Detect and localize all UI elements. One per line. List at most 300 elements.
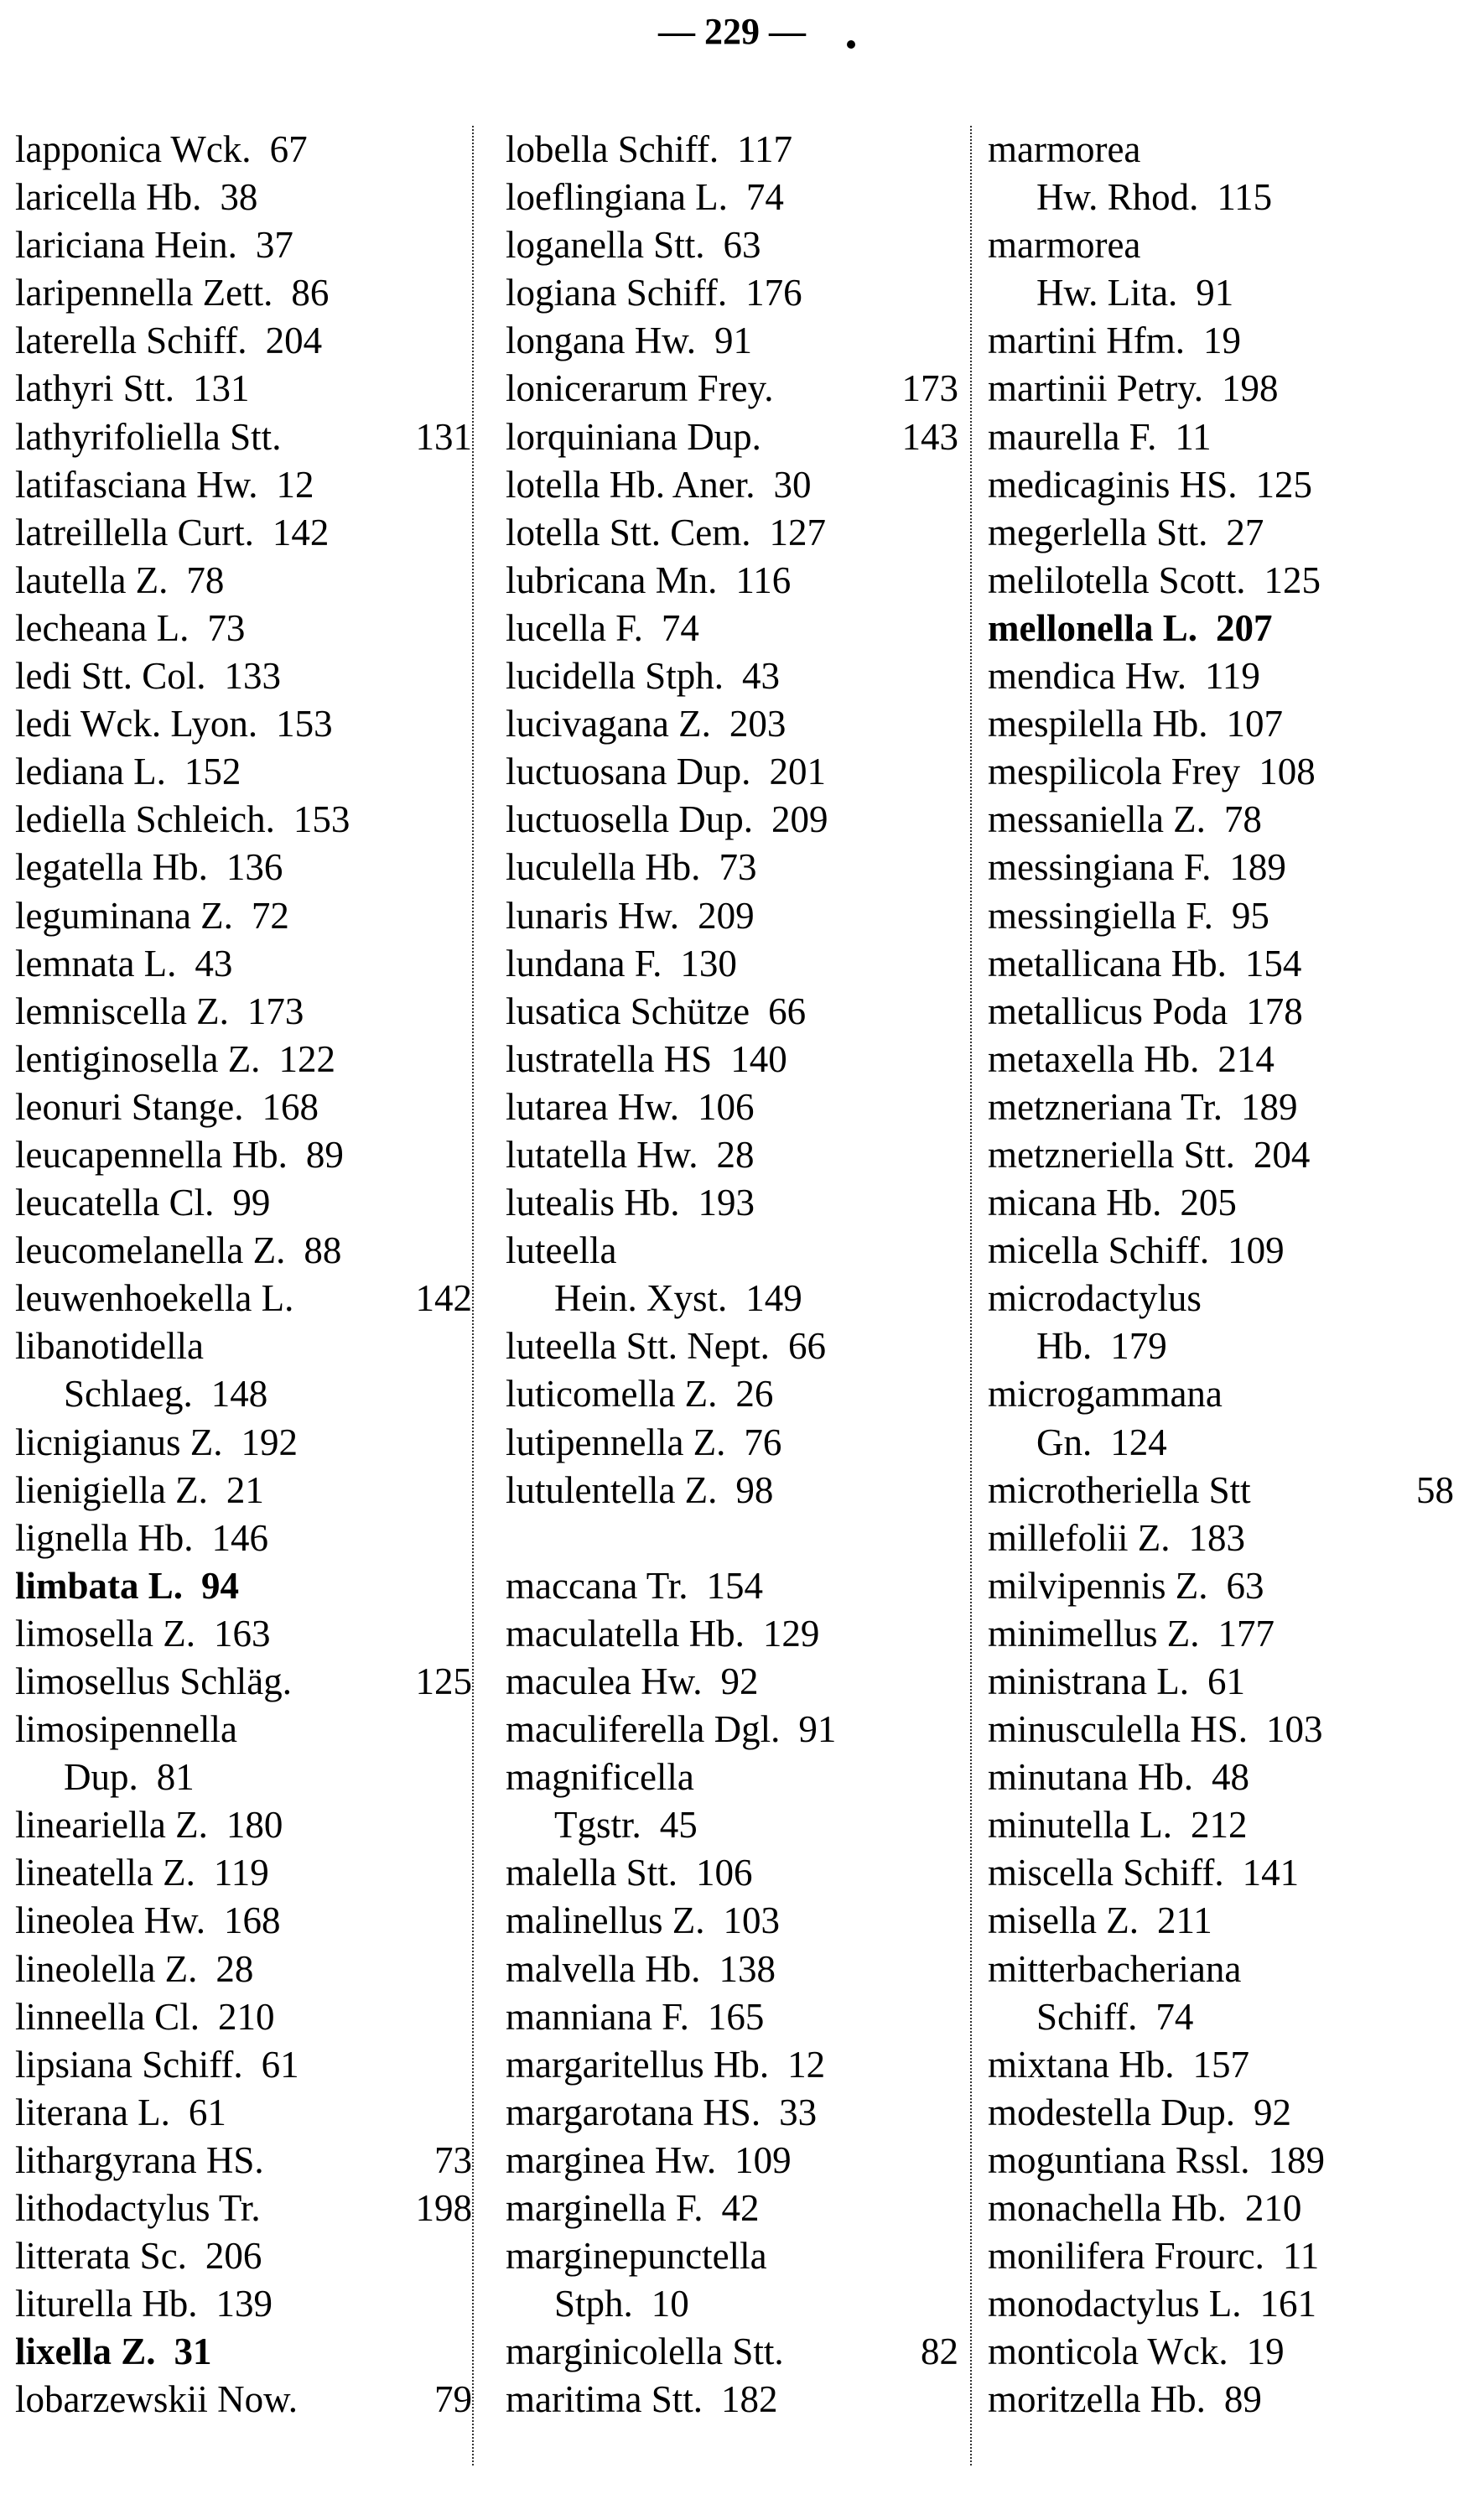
entry-name: megerlella Stt. bbox=[988, 511, 1208, 553]
index-entry bbox=[15, 2137, 472, 2185]
index-entry bbox=[506, 365, 958, 413]
index-entry bbox=[506, 1754, 958, 1801]
index-entry bbox=[15, 221, 472, 269]
entry-page: 192 bbox=[241, 1421, 298, 1463]
index-entry bbox=[988, 509, 1454, 557]
entry-name: malella Stt. bbox=[506, 1852, 677, 1894]
entry-name: libanotidella bbox=[15, 1325, 204, 1368]
entry-page: 178 bbox=[1246, 990, 1303, 1032]
entry-name: Gn. bbox=[1036, 1421, 1093, 1463]
entry-name: licnigianus Z. bbox=[15, 1421, 223, 1463]
index-entry bbox=[988, 1610, 1454, 1658]
index-entry bbox=[506, 174, 958, 221]
entry-name: lucella F. bbox=[506, 606, 643, 649]
entry-page: 45 bbox=[659, 1804, 698, 1847]
entry-name: maculatella Hb. bbox=[506, 1612, 745, 1655]
entry-page: 30 bbox=[773, 463, 812, 506]
entry-page: 154 bbox=[1244, 942, 1302, 985]
entry-page: 212 bbox=[1190, 1804, 1248, 1847]
column-divider bbox=[472, 126, 474, 2465]
entry-name: moguntiana Rssl. bbox=[988, 2138, 1250, 2181]
index-entry bbox=[506, 796, 958, 844]
entry-name: limbata L. bbox=[15, 1564, 184, 1607]
index-entry bbox=[15, 940, 472, 988]
entry-page: 11 bbox=[1282, 2235, 1320, 2278]
entry-page: 201 bbox=[769, 751, 826, 793]
entry-name: lecheana L. bbox=[15, 606, 189, 649]
entry-name: marginea Hw. bbox=[506, 2138, 717, 2181]
entry-page: 10 bbox=[651, 2283, 689, 2325]
entry-name: marginella F. bbox=[506, 2187, 703, 2230]
index-entry bbox=[15, 269, 472, 317]
index-entry bbox=[15, 1993, 472, 2041]
entry-name: micella Schiff. bbox=[988, 1229, 1210, 1272]
index-entry bbox=[15, 1322, 472, 1370]
entry-page: 139 bbox=[215, 2283, 273, 2325]
index-entry bbox=[988, 365, 1454, 413]
index-column-3 bbox=[988, 126, 1454, 2424]
entry-page: 154 bbox=[706, 1564, 763, 1607]
entry-name: lobarzewskii Now. bbox=[15, 2378, 298, 2421]
entry-page: 211 bbox=[1156, 1899, 1212, 1942]
entry-page: 107 bbox=[1226, 703, 1283, 746]
entry-name: lucivagana Z. bbox=[506, 703, 711, 746]
index-entry bbox=[988, 221, 1454, 269]
index-entry bbox=[15, 174, 472, 221]
entry-page: 149 bbox=[745, 1277, 802, 1320]
entry-page: 124 bbox=[1110, 1421, 1167, 1463]
index-entry bbox=[506, 1706, 958, 1754]
entry-name: litterata Sc. bbox=[15, 2235, 187, 2278]
entry-name: microdactylus bbox=[988, 1277, 1202, 1320]
entry-name: lundana F. bbox=[506, 942, 662, 985]
entry-page: 91 bbox=[714, 320, 753, 362]
entry-name: lentiginosella Z. bbox=[15, 1037, 261, 1080]
entry-name: Dup. bbox=[64, 1756, 138, 1799]
entry-name: metzneriana Tr. bbox=[988, 1085, 1223, 1128]
entry-name: monticola Wck. bbox=[988, 2330, 1228, 2373]
index-entry bbox=[506, 1131, 958, 1179]
entry-name: lipsiana Schiff. bbox=[15, 2043, 243, 2086]
entry-page: 103 bbox=[723, 1899, 780, 1942]
index-entry bbox=[988, 1801, 1454, 1849]
entry-name: mellonella L. bbox=[988, 606, 1197, 649]
entry-page: 73 bbox=[207, 606, 246, 649]
entry-name: lotella Stt. Cem. bbox=[506, 511, 751, 553]
entry-page: 109 bbox=[735, 2138, 792, 2181]
entry-name: metzneriella Stt. bbox=[988, 1133, 1235, 1176]
index-entry bbox=[15, 700, 472, 748]
entry-page: 179 bbox=[1110, 1325, 1167, 1368]
entry-page: 12 bbox=[787, 2043, 826, 2086]
entry-page: 12 bbox=[276, 463, 314, 506]
entry-page: 21 bbox=[226, 1468, 264, 1511]
entry-name: metallicus Poda bbox=[988, 990, 1228, 1032]
entry-page: 189 bbox=[1240, 1085, 1298, 1128]
index-entry bbox=[506, 1227, 958, 1275]
entry-page: 153 bbox=[276, 703, 333, 746]
index-entry bbox=[988, 748, 1454, 796]
entry-name: loganella Stt. bbox=[506, 224, 705, 267]
entry-page: 125 bbox=[1264, 559, 1321, 601]
index-entry bbox=[15, 2089, 472, 2137]
index-entry bbox=[988, 1131, 1454, 1179]
entry-page: 165 bbox=[707, 1995, 765, 2038]
index-entry bbox=[988, 2376, 1454, 2424]
entry-name: misella Z. bbox=[988, 1899, 1139, 1942]
index-entry bbox=[506, 2041, 958, 2089]
index-entry bbox=[988, 796, 1454, 844]
entry-page: 38 bbox=[220, 176, 258, 219]
entry-page: 198 bbox=[415, 2187, 472, 2230]
index-entry bbox=[988, 126, 1454, 174]
index-entry bbox=[988, 940, 1454, 988]
index-entry bbox=[15, 413, 472, 461]
entry-page: 76 bbox=[744, 1421, 782, 1463]
entry-page: 74 bbox=[745, 176, 784, 219]
index-entry bbox=[506, 940, 958, 988]
entry-page: 43 bbox=[741, 655, 780, 698]
index-entry bbox=[506, 1849, 958, 1897]
entry-name: leucapennella Hb. bbox=[15, 1133, 288, 1176]
entry-name: literana L. bbox=[15, 2091, 170, 2133]
entry-name: monodactylus L. bbox=[988, 2283, 1242, 2325]
index-entry bbox=[506, 1083, 958, 1131]
entry-page: 146 bbox=[211, 1516, 268, 1559]
entry-page: 214 bbox=[1217, 1037, 1275, 1080]
entry-name: margaritellus Hb. bbox=[506, 2043, 770, 2086]
entry-name: lotella Hb. Aner. bbox=[506, 463, 755, 506]
index-entry bbox=[15, 1801, 472, 1849]
entry-name: liturella Hb. bbox=[15, 2283, 198, 2325]
index-entry bbox=[506, 1179, 958, 1227]
index-entry bbox=[988, 2280, 1454, 2328]
entry-name: ministrana L. bbox=[988, 1660, 1189, 1702]
entry-name: margarotana HS. bbox=[506, 2091, 761, 2133]
entry-name: malinellus Z. bbox=[506, 1899, 705, 1942]
entry-name: leucatella Cl. bbox=[15, 1182, 215, 1224]
index-entry bbox=[15, 1849, 472, 1897]
index-entry bbox=[506, 126, 958, 174]
entry-name: luculella Hb. bbox=[506, 846, 701, 889]
entry-page: 119 bbox=[1205, 655, 1260, 698]
index-entry bbox=[15, 2041, 472, 2089]
index-entry bbox=[988, 1658, 1454, 1706]
index-entry bbox=[15, 1083, 472, 1131]
entry-page: 28 bbox=[716, 1133, 755, 1176]
entry-name: mespilella Hb. bbox=[988, 703, 1208, 746]
entry-page: 209 bbox=[698, 894, 755, 937]
entry-page: 205 bbox=[1180, 1182, 1237, 1224]
entry-page: 88 bbox=[304, 1229, 342, 1272]
entry-name: metallicana Hb. bbox=[988, 942, 1227, 985]
entry-name: lineolea Hw. bbox=[15, 1899, 205, 1942]
entry-name: lixella Z. bbox=[15, 2330, 156, 2373]
index-entry bbox=[988, 557, 1454, 605]
entry-name: maculea Hw. bbox=[506, 1660, 703, 1702]
entry-name: minutella L. bbox=[988, 1804, 1172, 1847]
entry-page: 92 bbox=[1253, 2091, 1291, 2133]
index-entry bbox=[988, 1946, 1454, 1993]
entry-page: 183 bbox=[1188, 1516, 1245, 1559]
entry-name: lineatella Z. bbox=[15, 1852, 195, 1894]
entry-page: 61 bbox=[188, 2091, 226, 2133]
entry-name: limosella Z. bbox=[15, 1612, 195, 1655]
entry-page: 108 bbox=[1259, 751, 1316, 793]
entry-page: 204 bbox=[265, 320, 323, 362]
entry-name: lubricana Mn. bbox=[506, 559, 718, 601]
entry-name: microgammana bbox=[988, 1373, 1223, 1416]
index-entry bbox=[988, 317, 1454, 365]
entry-page: 61 bbox=[261, 2043, 299, 2086]
index-entry bbox=[506, 1036, 958, 1083]
entry-name: messingiana F. bbox=[988, 846, 1212, 889]
index-entry bbox=[988, 269, 1454, 317]
entry-name: latreillella Curt. bbox=[15, 511, 254, 553]
index-entry bbox=[506, 1610, 958, 1658]
index-entry bbox=[988, 1897, 1454, 1945]
entry-name: lienigiella Z. bbox=[15, 1468, 208, 1511]
entry-name: Stph. bbox=[554, 2283, 633, 2325]
entry-name: leucomelanella Z. bbox=[15, 1229, 286, 1272]
index-entry bbox=[15, 1706, 472, 1754]
index-entry bbox=[988, 1849, 1454, 1897]
entry-name: legatella Hb. bbox=[15, 846, 208, 889]
entry-page: 31 bbox=[174, 2330, 212, 2373]
entry-page: 74 bbox=[661, 606, 699, 649]
entry-name: maurella F. bbox=[988, 415, 1157, 458]
entry-page: 48 bbox=[1211, 1756, 1249, 1799]
entry-name: monilifera Frourc. bbox=[988, 2235, 1264, 2278]
index-entry bbox=[506, 461, 958, 509]
entry-page: 42 bbox=[721, 2187, 760, 2230]
entry-name: malvella Hb. bbox=[506, 1947, 701, 1990]
entry-name: medicaginis HS. bbox=[988, 463, 1238, 506]
entry-page: 81 bbox=[156, 1756, 195, 1799]
entry-page: 37 bbox=[255, 224, 293, 267]
index-entry bbox=[15, 461, 472, 509]
entry-page: 106 bbox=[695, 1852, 753, 1894]
index-entry bbox=[988, 174, 1454, 221]
entry-page: 109 bbox=[1228, 1229, 1285, 1272]
entry-name: mitterbacheriana bbox=[988, 1947, 1242, 1990]
entry-page: 63 bbox=[1226, 1564, 1264, 1607]
entry-page: 203 bbox=[729, 703, 787, 746]
entry-page: 66 bbox=[787, 1325, 826, 1368]
entry-page: 43 bbox=[195, 942, 233, 985]
index-entry bbox=[988, 2232, 1454, 2280]
entry-page: 133 bbox=[224, 655, 282, 698]
index-entry bbox=[988, 2089, 1454, 2137]
entry-page: 119 bbox=[213, 1852, 269, 1894]
index-entry bbox=[988, 1706, 1454, 1754]
entry-name: limosipennella bbox=[15, 1708, 237, 1751]
index-entry bbox=[988, 2328, 1454, 2376]
entry-page: 92 bbox=[720, 1660, 759, 1702]
entry-page: 130 bbox=[680, 942, 737, 985]
entry-page: 74 bbox=[1155, 1995, 1194, 2038]
entry-name: magnificella bbox=[506, 1756, 694, 1799]
index-entry bbox=[988, 844, 1454, 891]
index-entry bbox=[988, 1322, 1454, 1370]
index-entry bbox=[506, 2137, 958, 2185]
entry-name: Hein. Xyst. bbox=[554, 1277, 728, 1320]
index-entry bbox=[506, 317, 958, 365]
entry-page: 73 bbox=[434, 2138, 472, 2181]
entry-name: lutatella Hw. bbox=[506, 1133, 698, 1176]
entry-name: lathyri Stt. bbox=[15, 367, 174, 410]
index-entry bbox=[988, 1562, 1454, 1610]
entry-page: 73 bbox=[719, 846, 757, 889]
index-entry bbox=[15, 892, 472, 940]
entry-page: 19 bbox=[1202, 320, 1241, 362]
entry-name: mespilicola Frey bbox=[988, 751, 1241, 793]
index-entry bbox=[988, 1083, 1454, 1131]
entry-name: microtheriella Stt bbox=[988, 1468, 1251, 1511]
entry-page: 138 bbox=[719, 1947, 776, 1990]
entry-page: 103 bbox=[1265, 1708, 1323, 1751]
entry-name: lobella Schiff. bbox=[506, 128, 719, 170]
index-entry bbox=[988, 892, 1454, 940]
entry-name: lutulentella Z. bbox=[506, 1468, 718, 1511]
entry-page: 176 bbox=[745, 272, 802, 314]
index-entry bbox=[506, 2185, 958, 2232]
entry-page: 173 bbox=[247, 990, 304, 1032]
entry-name: linneella Cl. bbox=[15, 1995, 200, 2038]
entry-page: 94 bbox=[201, 1564, 240, 1607]
index-entry bbox=[988, 700, 1454, 748]
index-entry bbox=[15, 988, 472, 1036]
index-entry bbox=[506, 1993, 958, 2041]
index-entry bbox=[506, 2089, 958, 2137]
index-entry bbox=[988, 1515, 1454, 1562]
entry-name: lorquiniana Dup. bbox=[506, 415, 761, 458]
index-entry bbox=[15, 1562, 472, 1610]
entry-name: metaxella Hb. bbox=[988, 1037, 1200, 1080]
index-entry bbox=[506, 892, 958, 940]
entry-page: 129 bbox=[762, 1612, 820, 1655]
entry-page: 136 bbox=[226, 846, 283, 889]
entry-page: 117 bbox=[737, 128, 792, 170]
index-entry bbox=[15, 1036, 472, 1083]
index-entry bbox=[506, 1946, 958, 1993]
entry-page: 161 bbox=[1259, 2283, 1316, 2325]
index-entry bbox=[506, 413, 958, 461]
entry-page: 206 bbox=[205, 2235, 262, 2278]
index-entry bbox=[15, 605, 472, 652]
page-number-text: — 229 — bbox=[658, 11, 806, 52]
entry-name: ledi Stt. Col. bbox=[15, 655, 206, 698]
index-entry bbox=[15, 1419, 472, 1467]
entry-name: laterella Schiff. bbox=[15, 320, 247, 362]
entry-name: Schiff. bbox=[1036, 1995, 1138, 2038]
entry-name: miscella Schiff. bbox=[988, 1852, 1224, 1894]
entry-page: 157 bbox=[1192, 2043, 1249, 2086]
entry-name: latifasciana Hw. bbox=[15, 463, 258, 506]
index-entry bbox=[506, 557, 958, 605]
index-entry bbox=[15, 509, 472, 557]
entry-page: 131 bbox=[193, 367, 250, 410]
entry-page: 106 bbox=[697, 1085, 755, 1128]
entry-page: 189 bbox=[1229, 846, 1286, 889]
entry-page: 173 bbox=[901, 367, 958, 410]
entry-name: minutana Hb. bbox=[988, 1756, 1193, 1799]
entry-page: 152 bbox=[184, 751, 241, 793]
index-entry bbox=[15, 2185, 472, 2232]
entry-name: marmorea bbox=[988, 128, 1141, 170]
entry-name: lignella Hb. bbox=[15, 1516, 194, 1559]
entry-page: 189 bbox=[1268, 2138, 1325, 2181]
entry-page: 99 bbox=[232, 1182, 271, 1224]
index-entry bbox=[988, 1179, 1454, 1227]
entry-page: 115 bbox=[1217, 176, 1273, 219]
entry-page: 127 bbox=[769, 511, 826, 553]
entry-name: minusculella HS. bbox=[988, 1708, 1248, 1751]
index-entry bbox=[15, 1275, 472, 1322]
index-entry bbox=[506, 2280, 958, 2328]
entry-name: luticomella Z. bbox=[506, 1373, 718, 1416]
entry-name: maritima Stt. bbox=[506, 2378, 703, 2421]
entry-name: micana Hb. bbox=[988, 1182, 1162, 1224]
index-entry bbox=[15, 1946, 472, 1993]
index-entry bbox=[15, 1227, 472, 1275]
entry-name: messaniella Z. bbox=[988, 798, 1206, 841]
index-entry bbox=[15, 1370, 472, 1418]
index-entry bbox=[506, 269, 958, 317]
entry-name: Schlaeg. bbox=[64, 1373, 193, 1416]
entry-name: moritzella Hb. bbox=[988, 2378, 1206, 2421]
index-entry bbox=[988, 1036, 1454, 1083]
entry-name: Hb. bbox=[1036, 1325, 1093, 1368]
index-entry bbox=[988, 988, 1454, 1036]
index-entry bbox=[506, 700, 958, 748]
index-entry bbox=[506, 221, 958, 269]
entry-name: lemniscella Z. bbox=[15, 990, 229, 1032]
entry-name: luctuosella Dup. bbox=[506, 798, 753, 841]
entry-page: 89 bbox=[1223, 2378, 1262, 2421]
index-entry bbox=[506, 1419, 958, 1467]
entry-name: maculiferella Dgl. bbox=[506, 1708, 781, 1751]
entry-page: 125 bbox=[415, 1660, 472, 1702]
entry-page: 91 bbox=[1196, 272, 1234, 314]
entry-page: 11 bbox=[1175, 415, 1212, 458]
entry-name: leuwenhoekella L. bbox=[15, 1277, 294, 1320]
entry-name: leguminana Z. bbox=[15, 894, 233, 937]
entry-page: 198 bbox=[1222, 367, 1279, 410]
index-entry bbox=[15, 1179, 472, 1227]
entry-page: 78 bbox=[186, 559, 225, 601]
entry-page: 131 bbox=[415, 415, 472, 458]
index-entry bbox=[506, 509, 958, 557]
entry-name: luteella Stt. Nept. bbox=[506, 1325, 770, 1368]
index-column-2 bbox=[506, 126, 958, 2424]
index-entry bbox=[506, 2376, 958, 2424]
index-entry bbox=[988, 605, 1454, 652]
entry-name: longana Hw. bbox=[506, 320, 697, 362]
entry-name: lunaris Hw. bbox=[506, 894, 680, 937]
page-number bbox=[0, 7, 1464, 57]
entry-page: 89 bbox=[305, 1133, 344, 1176]
entry-name: lediella Schleich. bbox=[15, 798, 275, 841]
index-entry bbox=[506, 1562, 958, 1610]
index-entry bbox=[15, 317, 472, 365]
index-entry bbox=[506, 844, 958, 891]
entry-name: messingiella F. bbox=[988, 894, 1213, 937]
entry-name: lautella Z. bbox=[15, 559, 169, 601]
entry-page: 204 bbox=[1253, 1133, 1311, 1176]
index-column-1 bbox=[15, 126, 472, 2424]
entry-name: marmorea bbox=[988, 224, 1141, 267]
